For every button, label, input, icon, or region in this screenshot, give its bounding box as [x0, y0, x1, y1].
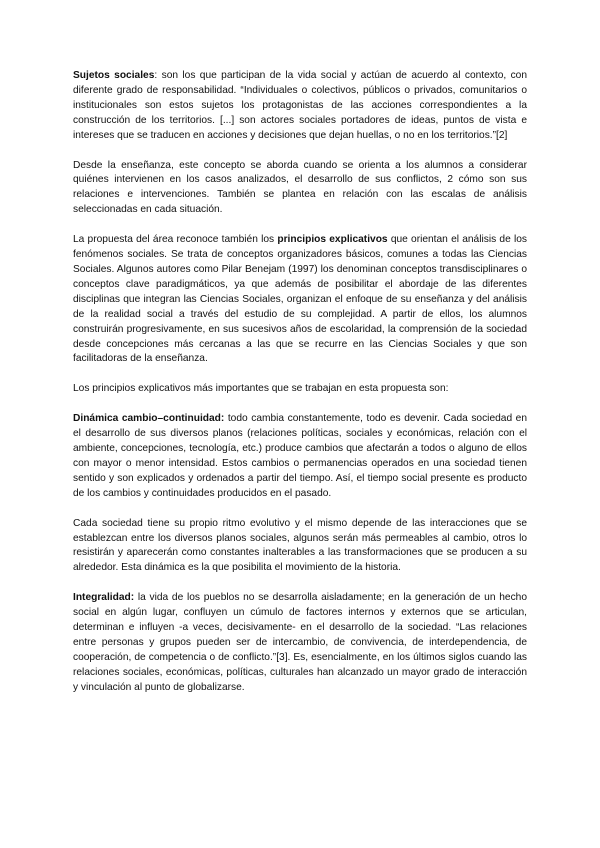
paragraph-text: la vida de los pueblos no se desarrolla aisladamente; en la generación de un hecho social en algún lugar, confluyen un cúmulo de factores internos y externos que se articulan, determinan e influyen -a veces, decisivamente- en el desarrollo de la sociedad. “Las relaciones entre personas y grupos pueden ser de intercambio, de convivencia, de interdependencia, de cooperación, de competencia o de conflicto.”[3]. Es, esencialmente, en los últimos siglos cuando las relaciones sociales, económicas, políticas, culturales han alcanzado un mayor grado de interacción y vinculación al punto de globalizarse.: [73, 592, 527, 693]
paragraph-sujetos-sociales: [73, 69, 527, 144]
paragraph-ritmo-evolutivo: [73, 517, 527, 577]
paragraph-text: Cada sociedad tiene su propio ritmo evolutivo y el mismo depende de las interacciones que se establezcan entre los diversos planos sociales, algunos serán más permeables al cambio, otros lo resistirán y aparecerán como constantes inalterables a las transformaciones que se producen a su alrededor. Esta dinámica es la que posibilita el movimiento de la historia.: [73, 517, 527, 574]
paragraph-text: Los principios explicativos más importantes que se trabajan en esta propuesta son:: [73, 383, 449, 395]
paragraph-text-after: que orientan el análisis de los fenómenos sociales. Se trata de conceptos organizadores básicos, comunes a todas las Ciencias Sociales. Algunos autores como Pilar Benejam (1997) los denominan conceptos transdisciplinares o conceptos clave paradigmáticos, ya que además de posibilitar el abordaje de las diferentes disciplinas que integran las Ciencias Sociales, organizan el enfoque de su enseñanza y del análisis de la realidad social a través del estudio de su complejidad. A partir de ellos, los alumnos construirán progresivamente, en sus sucesivos años de escolaridad, la comprensión de la sociedad desde concepciones más cercanas a las que se recurre en las Ciencias Sociales y que son facilitadoras de la enseñanza.: [73, 234, 527, 365]
term-dinamica-cambio-continuidad: Dinámica cambio–continuidad:: [73, 413, 225, 425]
paragraph-integralidad: [73, 591, 527, 695]
paragraph-principios-intro: [73, 382, 527, 397]
paragraph-text: Desde la enseñanza, este concepto se aborda cuando se orienta a los alumnos a considerar quiénes intervienen en los casos analizados, el desarrollo de sus conflictos, 2 cómo son sus relaciones e intervenciones. También se plantea en relación con las escalas de análisis seleccionadas en cada situación.: [73, 159, 527, 216]
term-sujetos-sociales: Sujetos sociales: [73, 70, 155, 81]
term-principios-explicativos: principios explicativos: [277, 234, 388, 246]
paragraph-principios-explicativos: [73, 233, 527, 367]
paragraph-ensenanza: [73, 159, 527, 219]
term-integralidad: Integralidad:: [73, 592, 135, 604]
paragraph-text-before: La propuesta del área reconoce también los: [73, 234, 278, 246]
paragraph-text: todo cambia constantemente, todo es devenir. Cada sociedad en el desarrollo de sus diversos planos (relaciones políticas, sociales y económicas, relación con el ambiente, concepciones, tecnología, etc.) produce cambios que afectarán a todos o alguno de ellos con mayor o menor intensidad. Estos cambios o permanencias operados en una sociedad tienen sentido y son explicados y ordenados a partir del tiempo. Así, el tiempo social presente es producto de los cambios y continuidades producidos en el pasado.: [73, 413, 527, 499]
paragraph-text: : son los que participan de la vida social y actúan de acuerdo al contexto, con diferente grado de responsabilidad. “Individuales o colectivos, públicos o privados, comunitarios o institucionales son estos sujetos los protagonistas de las acciones correspondientes a la construcción de los territorios. [...] son actores sociales portadores de ideas, puntos de vista e intereses que se traducen en acciones y decisiones que dejan huellas, o no en los territorios.”[2]: [73, 70, 527, 141]
paragraph-dinamica-cambio-continuidad: [73, 412, 527, 501]
